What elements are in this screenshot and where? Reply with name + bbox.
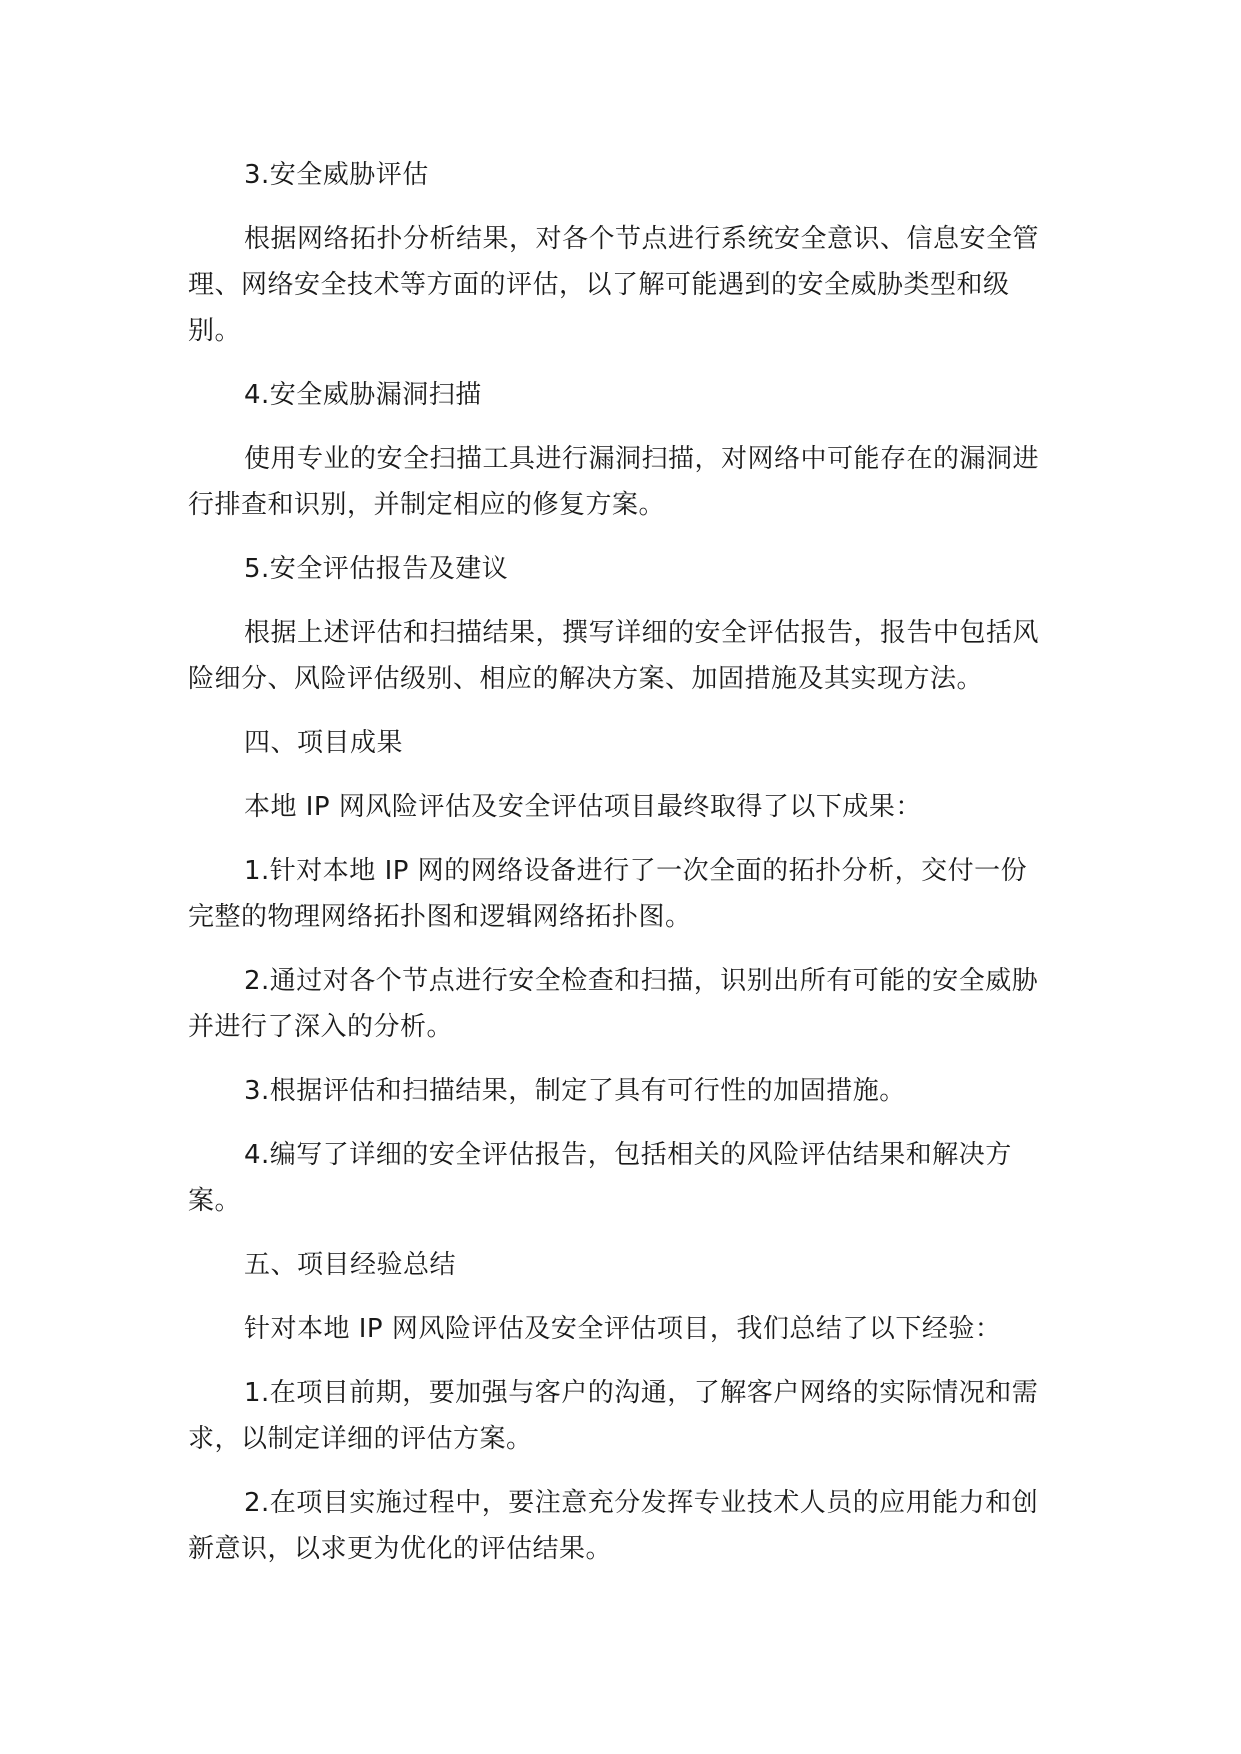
paragraph-experience-intro: 针对本地 IP 网风险评估及安全评估项目，我们总结了以下经验： <box>244 1314 1002 1344</box>
heading-experience-summary: 五、项目经验总结 <box>244 1250 457 1280</box>
list-item-result-1: 1.针对本地 IP 网的网络设备进行了一次全面的拓扑分析，交付一份完整的物理网络拓扑图和逻辑网络拓扑图。 <box>188 856 1028 932</box>
list-item-result-2: 2.通过对各个节点进行安全检查和扫描，识别出所有可能的安全威胁并进行了深入的分析。 <box>188 966 1039 1042</box>
heading-assessment-report: 5.安全评估报告及建议 <box>244 554 509 584</box>
list-item-experience-2: 2.在项目实施过程中，要注意充分发挥专业技术人员的应用能力和创新意识，以求更为优化的评估结果。 <box>188 1488 1039 1564</box>
heading-vulnerability-scan: 4.安全威胁漏洞扫描 <box>244 380 482 410</box>
list-item-result-4: 4.编写了详细的安全评估报告，包括相关的风险评估结果和解决方案。 <box>188 1140 1012 1216</box>
paragraph-results-intro: 本地 IP 网风险评估及安全评估项目最终取得了以下成果： <box>244 792 922 822</box>
heading-security-threat-assessment: 3.安全威胁评估 <box>244 160 429 190</box>
document-body <box>188 152 1050 1590</box>
heading-project-results: 四、项目成果 <box>244 728 404 758</box>
paragraph-threat-assessment: 根据网络拓扑分析结果，对各个节点进行系统安全意识、信息安全管理、网络安全技术等方面的评估，以了解可能遇到的安全威胁类型和级别。 <box>188 224 1040 346</box>
list-item-result-3: 3.根据评估和扫描结果，制定了具有可行性的加固措施。 <box>244 1076 906 1106</box>
list-item-experience-1: 1.在项目前期，要加强与客户的沟通，了解客户网络的实际情况和需求，以制定详细的评估方案。 <box>188 1378 1039 1454</box>
paragraph-assessment-report: 根据上述评估和扫描结果，撰写详细的安全评估报告，报告中包括风险细分、风险评估级别、相应的解决方案、加固措施及其实现方法。 <box>188 618 1040 694</box>
paragraph-vulnerability-scan: 使用专业的安全扫描工具进行漏洞扫描，对网络中可能存在的漏洞进行排查和识别，并制定相应的修复方案。 <box>188 444 1040 520</box>
